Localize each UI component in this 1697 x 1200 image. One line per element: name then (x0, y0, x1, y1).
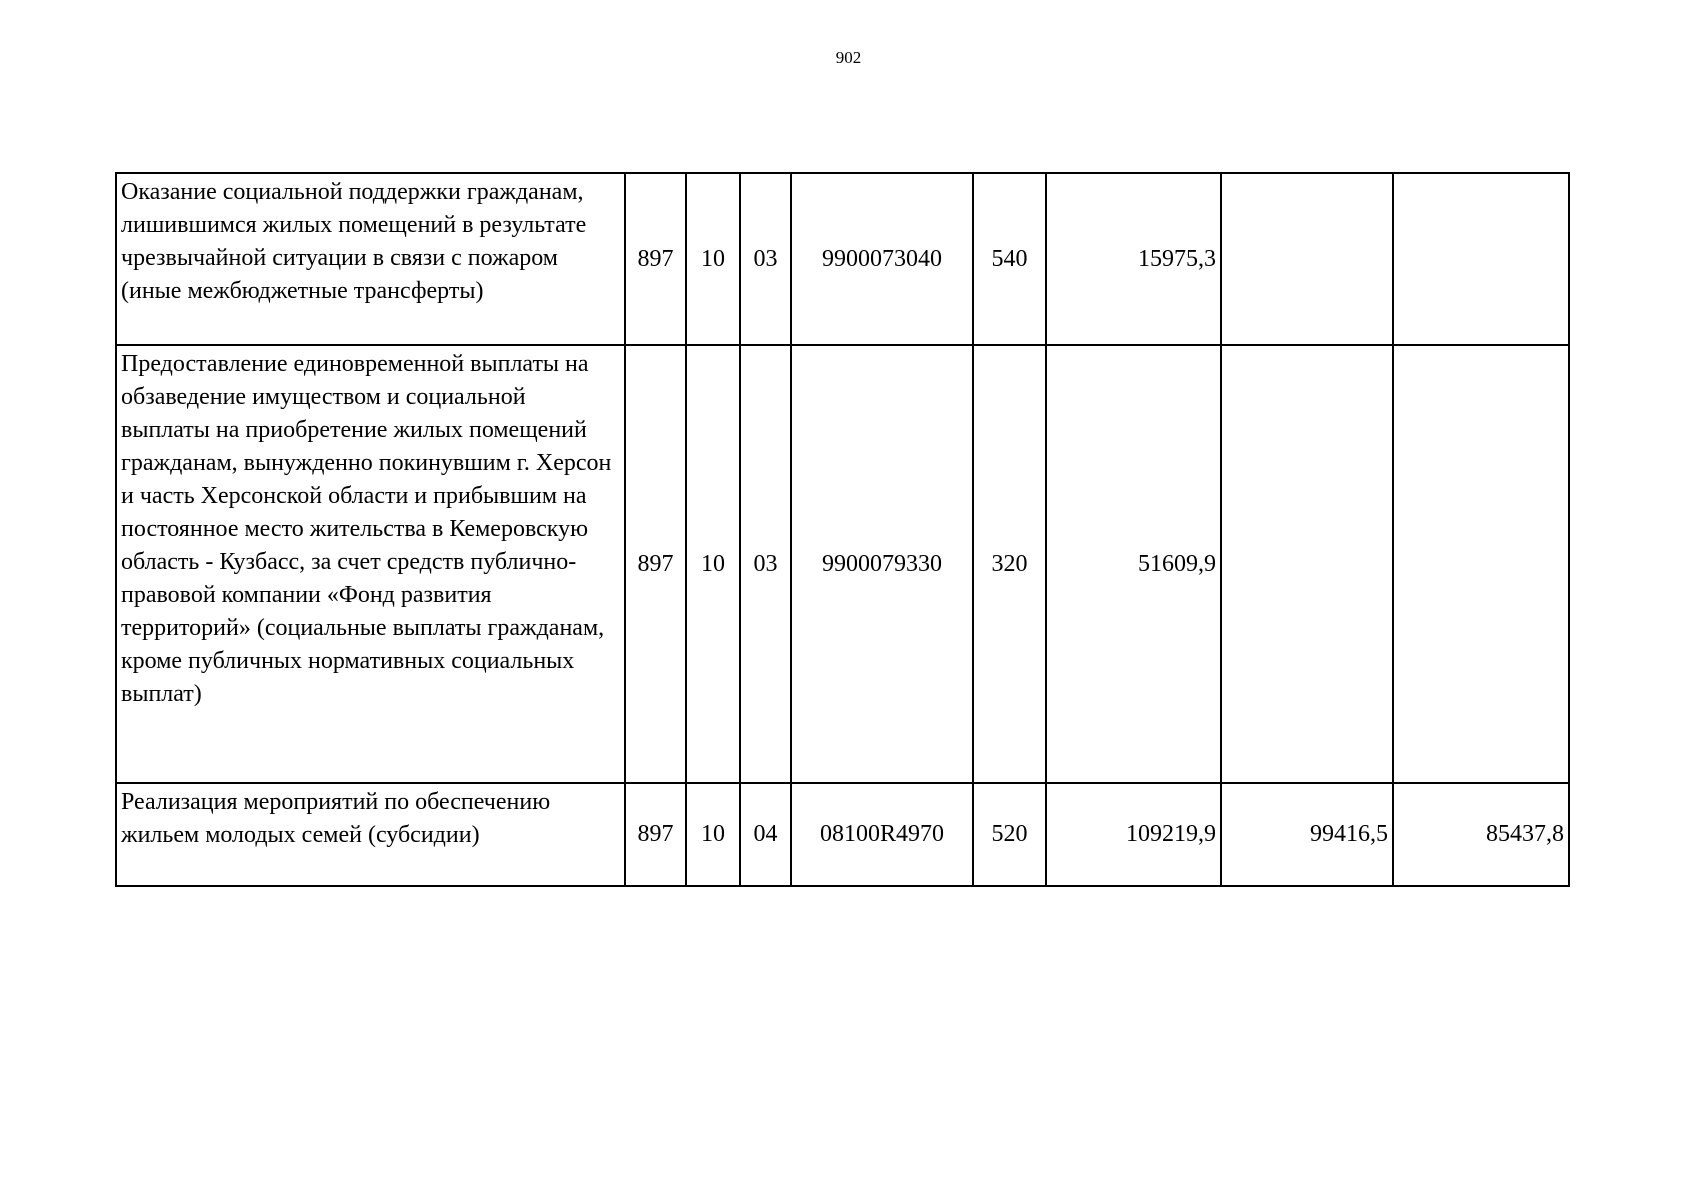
target-article-code: 08100R4970 (791, 783, 973, 886)
amount-1: 51609,9 (1046, 345, 1221, 783)
table-row (116, 783, 1569, 886)
ministry-code: 897 (625, 345, 686, 783)
subsection-code: 04 (740, 783, 791, 886)
section-code: 10 (686, 345, 740, 783)
expense-type-code: 320 (973, 345, 1046, 783)
amount-1: 109219,9 (1046, 783, 1221, 886)
ministry-code: 897 (625, 783, 686, 886)
subsection-code: 03 (740, 173, 791, 345)
table-row (116, 173, 1569, 345)
section-code: 10 (686, 173, 740, 345)
expense-type-code: 540 (973, 173, 1046, 345)
ministry-code: 897 (625, 173, 686, 345)
target-article-code: 9900079330 (791, 345, 973, 783)
section-code: 10 (686, 783, 740, 886)
amount-3 (1393, 345, 1569, 783)
amount-2: 99416,5 (1221, 783, 1393, 886)
amount-2 (1221, 173, 1393, 345)
subsection-code: 03 (740, 345, 791, 783)
amount-3: 85437,8 (1393, 783, 1569, 886)
budget-table (115, 172, 1570, 887)
target-article-code: 9900073040 (791, 173, 973, 345)
amount-2 (1221, 345, 1393, 783)
table-row (116, 345, 1569, 783)
row-description: Предоставление единовременной выплаты на обзаведение имуществом и социальной выплаты на приобретение жилых помещений гражданам, вынужденно покинувшим г. Херсон и часть Херсонской области и прибывшим на постоянное место жительства в Кемеровскую область - Кузбасс, за счет средств публично-правовой компании «Фонд развития территорий» (социальные выплаты гражданам, кроме публичных нормативных социальных выплат) (116, 345, 625, 783)
expense-type-code: 520 (973, 783, 1046, 886)
amount-1: 15975,3 (1046, 173, 1221, 345)
amount-3 (1393, 173, 1569, 345)
page-number: 902 (835, 48, 862, 67)
row-description: Реализация мероприятий по обеспечению жильем молодых семей (субсидии) (116, 783, 625, 886)
row-description: Оказание социальной поддержки гражданам, лишившимся жилых помещений в результате чрезвычайной ситуации в связи с пожаром (иные межбюджетные трансферты) (116, 173, 625, 345)
